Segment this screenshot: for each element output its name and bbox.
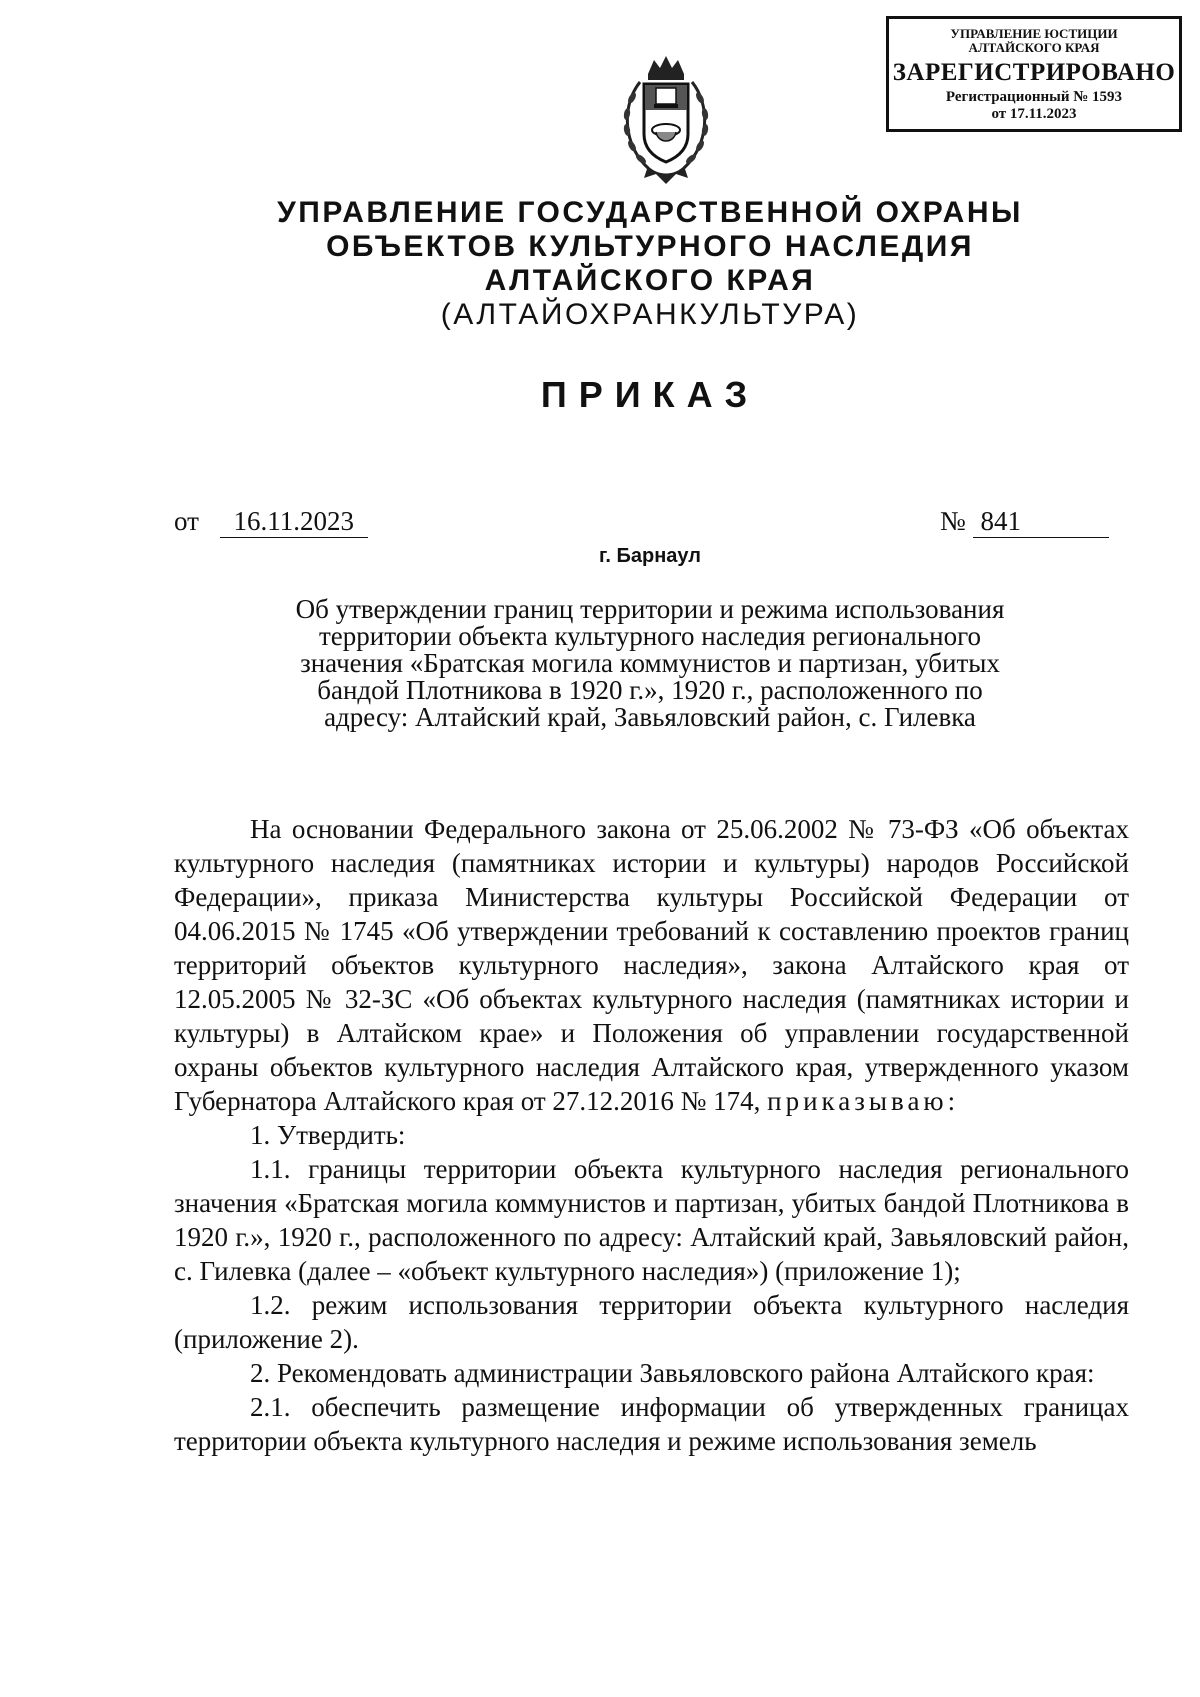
document-body — [174, 812, 1129, 1458]
org-name-line3: АЛТАЙСКОГО КРАЯ — [484, 264, 816, 297]
item-1-1: 1.1. границы территории объекта культурного наследия регионального значения «Братская могила коммунистов и партизан, убитых бандой Плотникова в 1920 г.», 1920 г., расположенного по адресу: Алтайский край, Завьяловский район, с. Гилевка (далее – «объект культурного наследия») (приложение 1); — [174, 1154, 1129, 1286]
subject-line: Об утверждении границ территории и режима использования — [295, 594, 1005, 624]
stamp-reg-number: Регистрационный № 1593 — [945, 89, 1123, 105]
registration-stamp — [886, 16, 1182, 132]
org-name-line1: УПРАВЛЕНИЕ ГОСУДАРСТВЕННОЙ ОХРАНЫ — [277, 196, 1023, 229]
document-type-title: ПРИКАЗ — [540, 374, 760, 415]
subject-line: бандой Плотникова в 1920 г.», 1920 г., расположенного по — [317, 675, 983, 705]
item-2-1: 2.1. обеспечить размещение информации об утвержденных границах территории объекта культурного наследия и режиме использования земель — [174, 1392, 1129, 1456]
date-prefix: от — [174, 506, 199, 536]
document-number — [940, 506, 1109, 538]
org-name-line2: ОБЪЕКТОВ КУЛЬТУРНОГО НАСЛЕДИЯ — [326, 230, 974, 263]
item-1: 1. Утвердить: — [250, 1120, 406, 1150]
stamp-authority-line2: АЛТАЙСКОГО КРАЯ — [968, 40, 1100, 55]
subject-line: территории объекта культурного наследия регионального — [318, 621, 981, 651]
subject-line: адресу: Алтайский край, Завьяловский район, с. Гилевка — [324, 702, 976, 732]
org-abbreviation: (АЛТАЙОХРАНКУЛЬТУРА) — [440, 298, 860, 331]
item-2: 2. Рекомендовать администрации Завьяловского района Алтайского края: — [250, 1358, 1095, 1388]
org-name — [150, 196, 1150, 332]
number-prefix: № — [940, 506, 966, 536]
subject-line: значения «Братская могила коммунистов и партизан, убитых — [300, 648, 1000, 678]
preamble-text: На основании Федерального закона от 25.06.2002 № 73-ФЗ «Об объектах культурного наследия (памятниках истории и культуры) народов Российской Федерации», приказа Министерства культуры Российской Федерации от 04.06.2015 № 1745 «Об утверждении требований к составлению проектов границ территорий объектов культурного наследия», закона Алтайского края от 12.05.2005 № 32-ЗС «Об объектах культурного наследия (памятниках истории и культуры) в Алтайском крае» и Положения об управлении государственной охраны объектов культурного наследия Алтайского края, утвержденного указом Губернатора Алтайского края от 27.12.2016 № 174, — [174, 814, 1129, 1116]
document-city: г. Барнаул — [599, 545, 701, 567]
document-subject — [200, 596, 1100, 731]
preamble-verb: приказываю: — [767, 1086, 960, 1116]
stamp-status: ЗАРЕГИСТРИРОВАНО — [892, 59, 1176, 86]
document-date — [174, 506, 368, 538]
item-1-2: 1.2. режим использования территории объекта культурного наследия (приложение 2). — [174, 1290, 1129, 1354]
altai-krai-coat-of-arms-icon — [614, 52, 718, 188]
stamp-reg-date: от 17.11.2023 — [991, 106, 1077, 122]
number-value: 841 — [973, 506, 1109, 538]
date-value: 16.11.2023 — [220, 506, 368, 538]
stamp-authority-line1: УПРАВЛЕНИЕ ЮСТИЦИИ — [950, 26, 1118, 41]
preamble-paragraph — [174, 812, 1129, 1118]
